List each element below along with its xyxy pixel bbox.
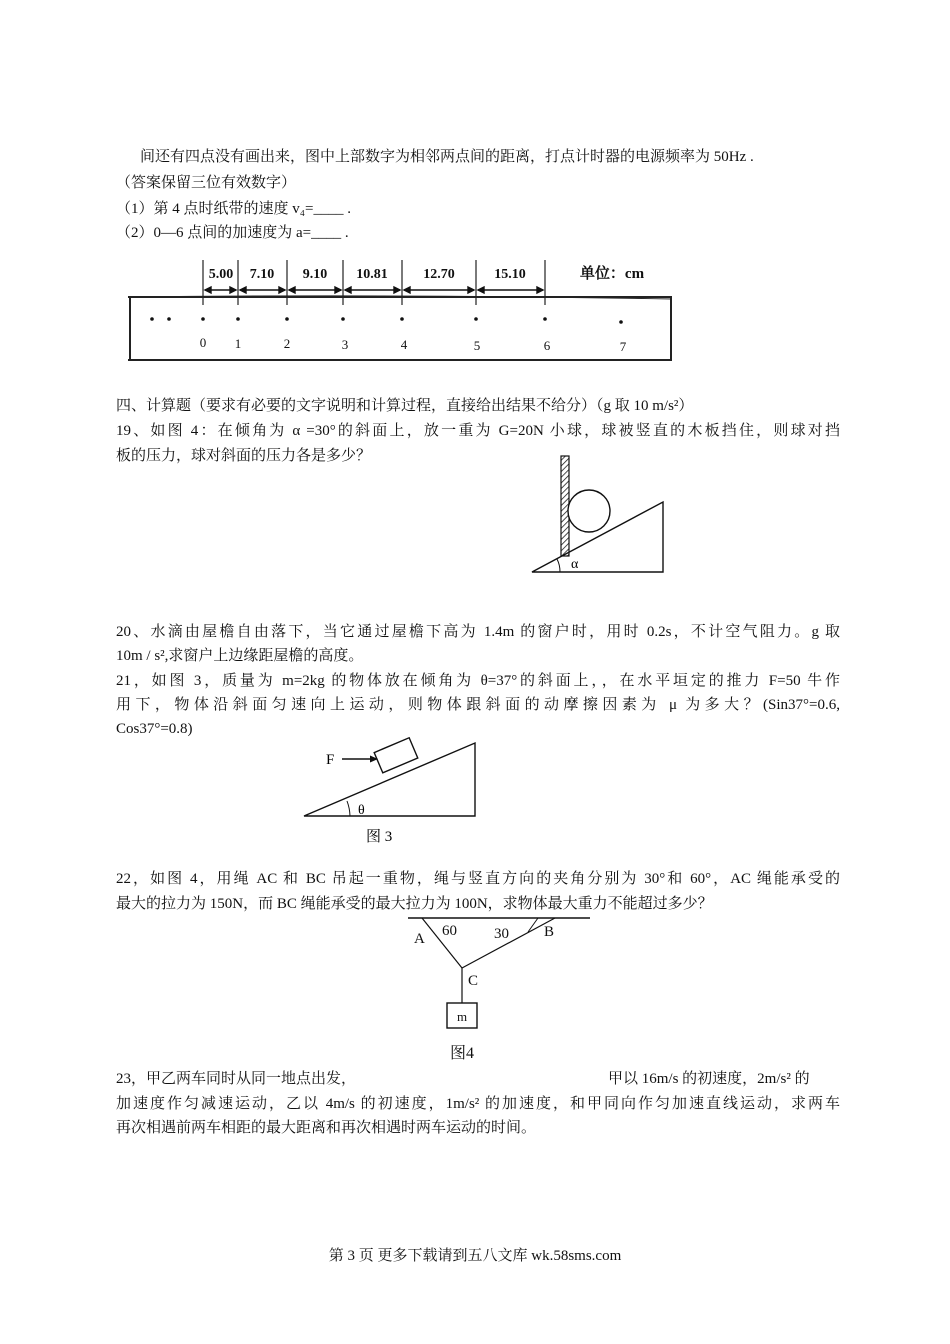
- intro-line-2: （答案保留三位有效数字）: [116, 175, 297, 191]
- point-label-2: 2: [283, 336, 291, 351]
- q22-rope-figure: [400, 910, 600, 1065]
- block: [374, 738, 418, 773]
- section-4-heading: 四、计算题（要求有必要的文字说明和计算过程，直接给出结果不给分）（g 取 10 m/s²）: [116, 398, 694, 414]
- q23-line-1b: 甲以 16m/s 的初速度，2m/s² 的: [608, 1071, 810, 1087]
- angle-alpha-label: α: [571, 557, 579, 572]
- tape-arrows: [205, 287, 543, 293]
- q21-line-2: 用下，物体沿斜面匀速向上运动，则物体跟斜面的动摩擦因素为 μ 为多大？(Sin37°=0.6,: [116, 697, 840, 713]
- point-label-1: 1: [234, 336, 242, 351]
- point-label-6: 6: [543, 338, 551, 353]
- ball: [568, 490, 610, 532]
- q22-line-1: 22，如图 4，用绳 AC 和 BC 吊起一重物，绳与竖直方向的夹角分别为 30°和 60°，AC 绳能承受的: [116, 871, 840, 887]
- question-acceleration: （2）0—6 点间的加速度为 a=____ .: [116, 225, 349, 241]
- distance-label-2: 7.10: [249, 267, 275, 282]
- q22-line-2: 最大的拉力为 150N，而 BC 绳能承受的最大拉力为 100N，求物体最大重力不能超过多少？: [116, 896, 713, 912]
- figure-3-caption: 图 3: [366, 829, 393, 845]
- distance-label-1: 5.00: [208, 267, 234, 282]
- distance-label-4: 10.81: [356, 267, 388, 282]
- label-c: C: [468, 973, 479, 989]
- force-f-label: F: [326, 752, 335, 768]
- angle-theta-label: θ: [358, 803, 365, 818]
- label-30: 30: [494, 926, 509, 942]
- point-label-3: 3: [341, 337, 349, 352]
- label-m: m: [457, 1009, 468, 1024]
- point-label-7: 7: [619, 339, 627, 354]
- question-v4: （1）第 4 点时纸带的速度 v₄=____ .: [116, 201, 351, 217]
- tape-dots: [150, 317, 623, 324]
- point-label-0: 0: [199, 335, 207, 350]
- distance-label-6: 15.10: [494, 267, 526, 282]
- point-label-4: 4: [400, 337, 408, 352]
- q19-incline-figure: [520, 450, 680, 580]
- q21-incline-figure: [300, 735, 490, 850]
- q21-line-1: 21，如图 3，质量为 m=2kg 的物体放在倾角为 θ=37°的斜面上，，在水平垣定的推力 F=50 牛作: [116, 673, 840, 689]
- point-label-5: 5: [473, 338, 481, 353]
- board: [561, 456, 569, 556]
- q19-line-2: 板的压力，球对斜面的压力各是多少？: [116, 448, 372, 464]
- q23-line-3: 再次相遇前两车相距的最大距离和再次相遇时两车运动的时间。: [116, 1120, 537, 1136]
- q23-line-1a: 23，甲乙两车同时从同一地点出发，: [116, 1071, 357, 1087]
- q20-line-2: 10m / s²,求窗户上边缘距屋檐的高度。: [116, 648, 364, 664]
- q19-line-1: 19、如图 4：在倾角为 α =30°的斜面上，放一重为 G=20N 小球，球被竖直的木板挡住，则球对挡: [116, 423, 840, 439]
- intro-line-1: 间还有四点没有画出来，图中上部数字为相邻两点间的距离，打点计时器的电源频率为 50Hz .: [140, 149, 754, 165]
- unit-label: 单位：cm: [579, 266, 645, 282]
- figure-4-caption: 图4: [450, 1045, 475, 1062]
- distance-label-3: 9.10: [302, 267, 328, 282]
- ticker-tape-figure: [0, 250, 950, 370]
- label-60: 60: [442, 923, 457, 939]
- q20-line-1: 20、水滴由屋檐自由落下，当它通过屋檐下高为 1.4m 的窗户时，用时 0.2s，不计空气阻力。g 取: [116, 624, 840, 640]
- label-b: B: [544, 924, 555, 940]
- page-footer: 第 3 页 更多下载请到五八文库 wk.58sms.com: [328, 1248, 622, 1264]
- q23-line-2: 加速度作匀减速运动，乙以 4m/s 的初速度，1m/s² 的加速度，和甲同向作匀加速直线运动，求两车: [116, 1096, 840, 1112]
- q21-line-3: Cos37°=0.8): [116, 721, 193, 737]
- distance-label-5: 12.70: [423, 267, 455, 282]
- label-a: A: [414, 931, 425, 947]
